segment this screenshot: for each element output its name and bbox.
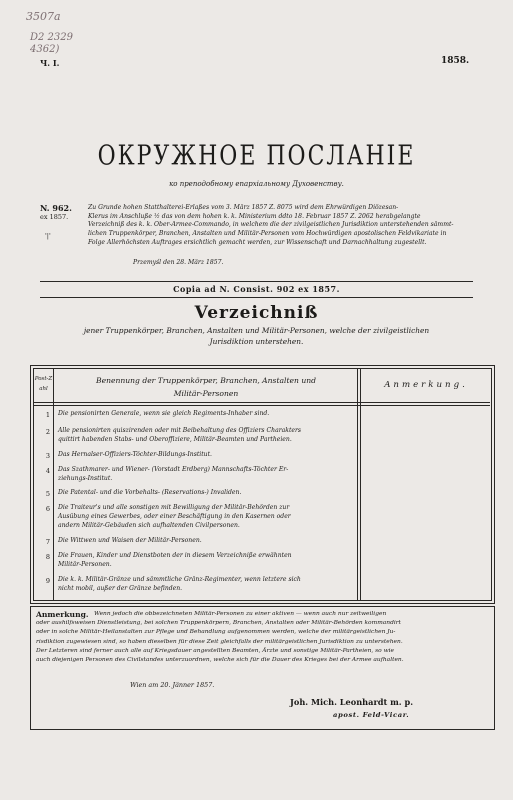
archive-note-1: 3507a xyxy=(26,10,61,23)
signer-role: apost. Feld-Vicar. xyxy=(333,711,410,719)
row-line: Die Traiteur's und alle sonstigen mit Bewilligung der Militär-Behörden zur xyxy=(58,504,290,511)
rule-top xyxy=(40,281,473,282)
row-line: Die Wittwen und Waisen der Militär-Personen. xyxy=(58,537,202,544)
anmerkung-text xyxy=(36,610,488,665)
col-postzahl-header: Post-Zahl xyxy=(34,376,53,392)
anmerkung-label: Anmerkung. xyxy=(36,610,89,619)
row-line: Alle pensionirten quiszirenden oder mit Beibehaltung des Offiziers Charakters xyxy=(58,427,302,434)
col-divider-2b xyxy=(360,368,361,600)
place-date: Przemyśl den 28. März 1857. xyxy=(133,259,224,266)
decree-line: Zu Grunde hohen Statthalterei-Erlaßes vom 3. März 1857 Z. 8075 wird dem Ehrwürdigen Diözesan- xyxy=(88,204,399,211)
row-line: Ausübung eines Gewerbes, oder einer Beschäftigung in den Kasernen oder xyxy=(58,512,291,520)
row-text xyxy=(58,489,241,498)
decree-line: Verzeichniß des k. k. Ober-Armee-Commando, in welchem die der zivilgeistlichen Jurisdiktion unterstehenden sämmt- xyxy=(88,221,454,229)
row-text xyxy=(58,410,269,419)
closing-date: Wien am 20. Jänner 1857. xyxy=(130,681,215,689)
row-line: nicht mobil, außer der Gränze befinden. xyxy=(58,584,183,592)
row-line: Militär-Personen. xyxy=(58,560,112,568)
copia-line: Copia ad N. Consist. 902 ex 1857. xyxy=(173,284,340,294)
rule-bottom xyxy=(40,297,473,298)
decree-line: lichen Truppenkörper, Branchen, Anstalten und Militär-Personen vom Hochwürdigen apostolischen Feldvikariate in xyxy=(88,230,447,238)
part-label: Ч. I. xyxy=(40,58,60,68)
row-line: Das Szathmarer- und Wiener- (Vorstadt Erdberg) Mannschafts-Töchter Er- xyxy=(58,466,289,473)
decree-year: ex 1857. xyxy=(40,213,69,221)
document-subtitle: ко преподобному епархіальному Духовенству. xyxy=(169,180,344,188)
row-number: 8 xyxy=(45,553,50,561)
archive-note-2: D2 2329 xyxy=(30,32,74,43)
row-number: 7 xyxy=(45,538,50,546)
archive-note-3: 4362) xyxy=(30,44,60,55)
enclosure-mark: '|' xyxy=(45,232,51,240)
row-line: Das Hernalser-Offiziers-Töchter-Bildungs-Institut. xyxy=(58,451,212,458)
table-header-rule-2 xyxy=(33,405,490,406)
row-line: quittirt habenden Stabs- und Oberoffiziere, Militär-Beamten und Partheien. xyxy=(58,435,292,443)
col-benennung-header xyxy=(56,374,356,400)
col-anmerkung-header: Anmerkung. xyxy=(384,380,468,390)
row-number: 3 xyxy=(45,452,50,460)
row-number: 6 xyxy=(45,505,50,513)
signer-name: Joh. Mich. Leonhardt m. p. xyxy=(290,697,414,707)
row-line: andern Militär-Gebäuden sich aufhaltenden Civilpersonen. xyxy=(58,521,240,529)
row-line: Die pensionirten Generale, wenn sie gleich Regiments-Inhaber sind. xyxy=(58,410,270,417)
row-line: Die Patental- und die Vorbehalts- (Reservations-) Invaliden. xyxy=(58,489,242,496)
col-divider-1 xyxy=(53,368,54,600)
row-text xyxy=(58,451,212,460)
row-number: 9 xyxy=(45,577,50,585)
row-text xyxy=(58,576,301,594)
row-text xyxy=(58,466,288,484)
decree-line: Folge Allerhöchsten Auftrages ersichtlich gemacht werden, zur Wissenschaft und Darnachhaltung zugestellt. xyxy=(88,238,427,246)
decree-line: Klerus im Anschluße ½ das von dem hohen k. k. Ministerium ddto 18. Februar 1857 Z. 2062 herabgelangte xyxy=(88,212,421,220)
row-line: ziehungs-Institut. xyxy=(58,474,113,482)
decree-text xyxy=(88,204,473,248)
table-header-rule xyxy=(33,402,490,403)
row-number: 5 xyxy=(45,490,50,498)
col-benennung-line1: Benennung der Truppenkörper, Branchen, Anstalten und xyxy=(96,376,316,385)
document-title: ОКРУЖНОЕ ПОСЛАНІЕ xyxy=(97,140,416,173)
row-number: 2 xyxy=(45,428,50,436)
row-text xyxy=(58,427,301,445)
verzeichnis-heading: Verzeichniß xyxy=(194,303,319,323)
col-benennung-line2: Militär-Personen xyxy=(173,389,239,398)
decree-number: N. 962. xyxy=(40,203,72,213)
year-label: 1858. xyxy=(441,56,470,66)
anmerkung-line: Der Letzteren sind ferner auch alle auf Kriegsdauer angestellten Beamten, Ärzte und sonstige Militär-Partheien, so wie xyxy=(36,647,395,654)
row-line: Die Frauen, Kinder und Dienstboten der in diesem Verzeichniße erwähnten xyxy=(58,552,292,559)
verzeichnis-sub2: Jurisdiktion unterstehen. xyxy=(209,337,304,346)
row-number: 4 xyxy=(45,467,50,475)
col-divider-2 xyxy=(357,368,358,600)
row-text xyxy=(58,552,292,570)
row-text xyxy=(58,504,291,530)
row-line: Die k. k. Militär-Gränze und sämmtliche Gränz-Regimenter, wenn letztere sich xyxy=(58,576,301,583)
anmerkung-line: oder in solche Militär-Heilanstalten zur Pflege und Behandlung aufgenommen werden, welche der militärgeistlichen Ju- xyxy=(36,629,396,636)
row-text xyxy=(58,537,202,546)
row-number: 1 xyxy=(45,411,50,419)
anmerkung-line: Wenn jedoch die obbezeichneten Militär-Personen zu einer aktiven — wenn auch nur zeitweiligen xyxy=(94,611,387,617)
anmerkung-line: auch diejenigen Personen des Civilstandes unterzuordnen, welche sich für die Dauer des Krieges bei der Armee aufhalten. xyxy=(36,657,404,664)
anmerkung-line: oder aushilfsweisen Dienstleistung, bei solchen Truppenkörpern, Branchen, Anstalten oder Militär-Behörden kommandirt xyxy=(36,620,401,627)
anmerkung-line: risdiktion zugewiesen sind, so haben dieselben für diese Zeit gleichfalls der militärgeistlichen Jurisdiktion zu unterstehen. xyxy=(36,638,403,645)
verzeichnis-sub1: jener Truppenkörper, Branchen, Anstalten und Militär-Personen, welche der zivilgeistlichen xyxy=(83,326,430,335)
